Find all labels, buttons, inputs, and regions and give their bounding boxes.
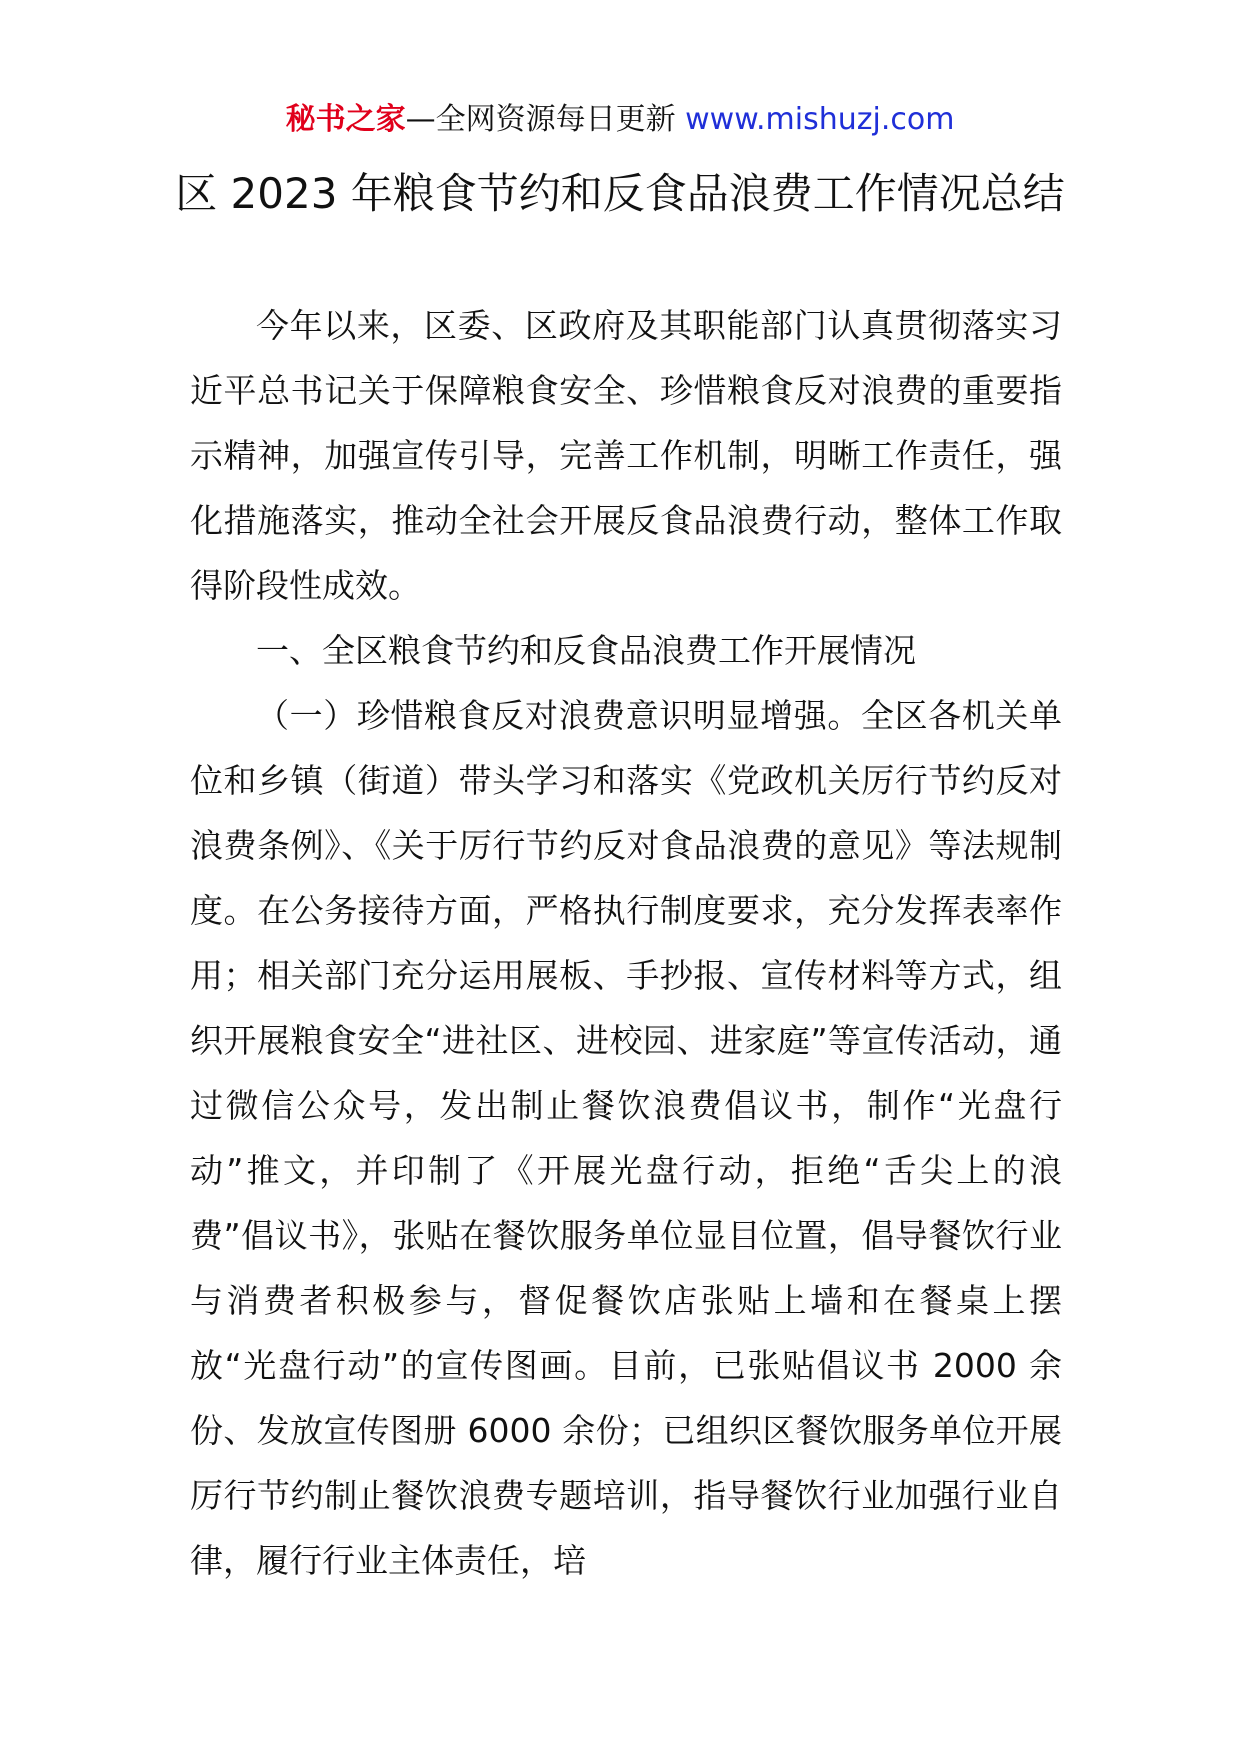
site-header bbox=[0, 100, 1240, 140]
brand-name: 秘书之家 bbox=[285, 102, 406, 137]
document-body bbox=[190, 293, 1062, 1593]
intro-paragraph: 今年以来，区委、区政府及其职能部门认真贯彻落实习近平总书记关于保障粮食安全、珍惜粮食反对浪费的重要指示精神，加强宣传引导，完善工作机制，明晰工作责任，强化措施落实，推动全社会开展反食品浪费行动，整体工作取得阶段性成效。 bbox=[190, 306, 1062, 605]
document-title: 区 2023 年粮食节约和反食品浪费工作情况总结 bbox=[175, 169, 1065, 218]
subsection-paragraph: （一）珍惜粮食反对浪费意识明显增强。全区各机关单位和乡镇（街道）带头学习和落实《党政机关厉行节约反对浪费条例》、《关于厉行节约反对食品浪费的意见》等法规制度。在公务接待方面，严格执行制度要求，充分发挥表率作用；相关部门充分运用展板、手抄报、宣传材料等方式，组织开展粮食安全“进社区、进校园、进家庭”等宣传活动，通过微信公众号，发出制止餐饮浪费倡议书，制作“光盘行动”推文，并印制了《开展光盘行动，拒绝“舌尖上的浪费”倡议书》，张贴在餐饮服务单位显目位置，倡导餐饮行业与消费者积极参与，督促餐饮店张贴上墙和在餐桌上摆放“光盘行动”的宣传图画。目前，已张贴倡议书 2000 余份、发放宣传图册 6000 余份；已组织区餐饮服务单位开展厉行节约制止餐饮浪费专题培训，指导餐饮行业加强行业自律，履行行业主体责任，培 bbox=[190, 696, 1062, 1580]
site-url-link[interactable]: www.mishuzj.com bbox=[685, 102, 955, 137]
site-tagline: —全网资源每日更新 bbox=[405, 102, 686, 137]
section-heading: 一、全区粮食节约和反食品浪费工作开展情况 bbox=[256, 631, 916, 670]
